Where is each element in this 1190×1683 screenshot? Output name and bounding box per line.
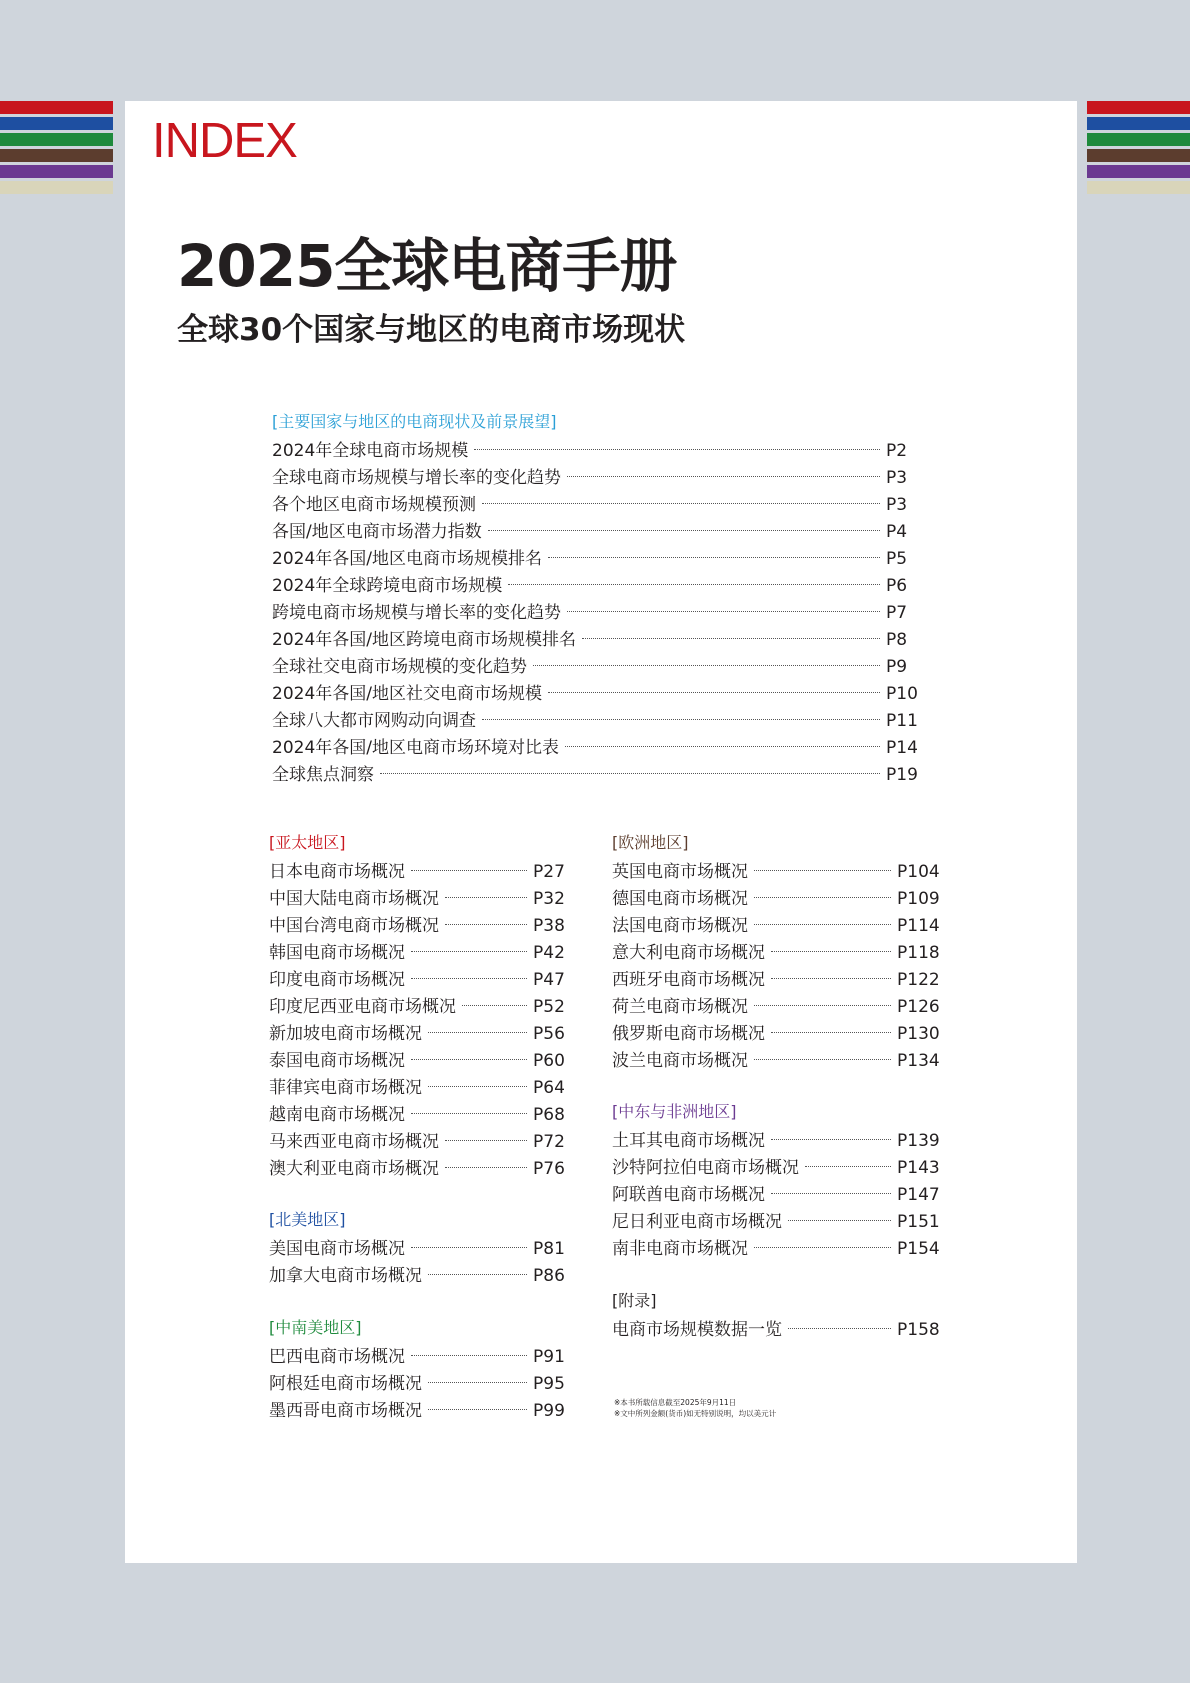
toc-entry-title: 日本电商市场概况: [269, 862, 405, 882]
dot-leader: [548, 692, 880, 693]
toc-entry-page: P114: [897, 916, 940, 936]
section-heading: [附录]: [612, 1291, 657, 1310]
toc-entry-title: 西班牙电商市场概况: [612, 970, 765, 990]
toc-entry-page: P19: [886, 765, 918, 785]
toc-entry[interactable]: [269, 1021, 569, 1048]
footnote: ※本书所载信息截至2025年9月11日: [614, 1398, 737, 1407]
dot-leader: [474, 449, 880, 450]
toc-entry-title: 泰国电商市场概况: [269, 1051, 405, 1071]
toc-entry-title: 中国台湾电商市场概况: [269, 916, 439, 936]
toc-entry-title: 电商市场规模数据一览: [612, 1320, 782, 1340]
toc-entry-title: 南非电商市场概况: [612, 1239, 748, 1259]
page-subtitle: 全球30个国家与地区的电商市场现状: [177, 312, 686, 348]
page: [125, 101, 1077, 1563]
toc-entry-page: P86: [533, 1266, 565, 1286]
dot-leader: [411, 1247, 527, 1248]
toc-entry[interactable]: [272, 762, 922, 789]
toc-entry[interactable]: [269, 1129, 569, 1156]
dot-leader: [771, 978, 891, 979]
toc-entry-title: 印度电商市场概况: [269, 970, 405, 990]
toc-entry-title: 法国电商市场概况: [612, 916, 748, 936]
dot-leader: [411, 951, 527, 952]
toc-entry[interactable]: [269, 1263, 569, 1290]
toc-entry-title: 2024年全球电商市场规模: [272, 441, 469, 461]
dot-leader: [482, 503, 880, 504]
stripe: [0, 181, 113, 194]
toc-entry[interactable]: [272, 627, 922, 654]
toc-entry-title: 阿联酋电商市场概况: [612, 1185, 765, 1205]
toc-entry-page: P14: [886, 738, 918, 758]
toc-entry-title: 全球八大都市网购动向调查: [272, 711, 476, 731]
toc-entry[interactable]: [272, 600, 922, 627]
toc-section-appendix: [612, 1290, 944, 1344]
dot-leader: [771, 1139, 891, 1140]
toc-entry[interactable]: [269, 1048, 569, 1075]
page-title: 2025全球电商手册: [177, 232, 677, 300]
toc-entry-page: P151: [897, 1212, 940, 1232]
stripe: [0, 133, 113, 146]
toc-entry-title: 荷兰电商市场概况: [612, 997, 748, 1017]
toc-entry-title: 澳大利亚电商市场概况: [269, 1159, 439, 1179]
toc-entry[interactable]: [269, 1156, 569, 1183]
toc-entry[interactable]: [272, 573, 922, 600]
toc-entry[interactable]: [612, 1182, 944, 1209]
dot-leader: [411, 1113, 527, 1114]
toc-entry-page: P81: [533, 1239, 565, 1259]
section-heading: [欧洲地区]: [612, 833, 689, 852]
toc-section-mideast-africa: [612, 1101, 944, 1263]
toc-entry-title: 英国电商市场概况: [612, 862, 748, 882]
toc-entry-page: P143: [897, 1158, 940, 1178]
dot-leader: [788, 1220, 891, 1221]
toc-entry-page: P109: [897, 889, 940, 909]
dot-leader: [462, 1005, 527, 1006]
toc-entry[interactable]: [612, 1155, 944, 1182]
stripe: [1087, 149, 1190, 162]
dot-leader: [482, 719, 880, 720]
toc-entry-page: P4: [886, 522, 908, 542]
stripe: [1087, 101, 1190, 114]
toc-entry[interactable]: [269, 859, 569, 886]
toc-entry-page: P68: [533, 1105, 565, 1125]
toc-entry[interactable]: [612, 1317, 944, 1344]
toc-entry-title: 沙特阿拉伯电商市场概况: [612, 1158, 799, 1178]
toc-entry[interactable]: [272, 519, 922, 546]
toc-entry-title: 2024年全球跨境电商市场规模: [272, 576, 503, 596]
toc-entry[interactable]: [272, 465, 922, 492]
dot-leader: [428, 1032, 527, 1033]
toc-entry[interactable]: [612, 1048, 944, 1075]
toc-entry-title: 2024年各国/地区社交电商市场规模: [272, 684, 542, 704]
dot-leader: [428, 1086, 527, 1087]
toc-entry-title: 意大利电商市场概况: [612, 943, 765, 963]
toc-entry-page: P76: [533, 1159, 565, 1179]
toc-entry[interactable]: [269, 940, 569, 967]
dot-leader: [771, 951, 891, 952]
dot-leader: [411, 870, 527, 871]
stripe: [0, 101, 113, 114]
section-heading: [亚太地区]: [269, 833, 346, 852]
dot-leader: [428, 1409, 527, 1410]
toc-entry-title: 尼日利亚电商市场概况: [612, 1212, 782, 1232]
stripe: [0, 165, 113, 178]
dot-leader: [565, 746, 880, 747]
dot-leader: [805, 1166, 891, 1167]
section-heading: [北美地区]: [269, 1210, 346, 1229]
footnotes: [614, 1397, 776, 1419]
toc-entry-title: 2024年各国/地区电商市场环境对比表: [272, 738, 559, 758]
toc-entry-page: P10: [886, 684, 918, 704]
toc-section-latin-america: [269, 1317, 569, 1425]
toc-entry[interactable]: [272, 654, 922, 681]
toc-entry-title: 2024年各国/地区跨境电商市场规模排名: [272, 630, 576, 650]
toc-entry[interactable]: [269, 1371, 569, 1398]
toc-entry-title: 各国/地区电商市场潜力指数: [272, 522, 482, 542]
toc-entry-page: P139: [897, 1131, 940, 1151]
toc-entry-title: 全球社交电商市场规模的变化趋势: [272, 657, 527, 677]
toc-entry-title: 俄罗斯电商市场概况: [612, 1024, 765, 1044]
toc-entry[interactable]: [612, 859, 944, 886]
stripe: [1087, 133, 1190, 146]
toc-entry-title: 新加坡电商市场概况: [269, 1024, 422, 1044]
toc-entry-page: P126: [897, 997, 940, 1017]
dot-leader: [428, 1382, 527, 1383]
dot-leader: [411, 1059, 527, 1060]
toc-entry[interactable]: [272, 735, 922, 762]
dot-leader: [548, 557, 880, 558]
toc-entry-title: 阿根廷电商市场概况: [269, 1374, 422, 1394]
toc-entry-page: P3: [886, 468, 908, 488]
dot-leader: [771, 1032, 891, 1033]
toc-entry-title: 土耳其电商市场概况: [612, 1131, 765, 1151]
toc-entry-page: P9: [886, 657, 908, 677]
toc-entry-page: P122: [897, 970, 940, 990]
toc-entry-title: 跨境电商市场规模与增长率的变化趋势: [272, 603, 561, 623]
section-heading: [中东与非洲地区]: [612, 1102, 737, 1121]
dot-leader: [445, 1140, 527, 1141]
toc-entry[interactable]: [612, 940, 944, 967]
toc-entry[interactable]: [269, 1102, 569, 1129]
toc-entry[interactable]: [269, 913, 569, 940]
toc-entry-page: P154: [897, 1239, 940, 1259]
dot-leader: [508, 584, 880, 585]
toc-entry-page: P11: [886, 711, 918, 731]
toc-entry[interactable]: [269, 1398, 569, 1425]
dot-leader: [380, 773, 880, 774]
toc-entry-page: P47: [533, 970, 565, 990]
toc-entry-title: 墨西哥电商市场概况: [269, 1401, 422, 1421]
toc-entry-page: P104: [897, 862, 940, 882]
toc-entry-page: P8: [886, 630, 908, 650]
toc-entry[interactable]: [272, 708, 922, 735]
toc-entry-title: 德国电商市场概况: [612, 889, 748, 909]
toc-entry[interactable]: [612, 1209, 944, 1236]
toc-section-europe: [612, 832, 944, 1075]
toc-entry-page: P6: [886, 576, 908, 596]
toc-entry-title: 美国电商市场概况: [269, 1239, 405, 1259]
toc-entry-title: 印度尼西亚电商市场概况: [269, 997, 456, 1017]
toc-entry-page: P64: [533, 1078, 565, 1098]
section-heading: [中南美地区]: [269, 1318, 362, 1337]
toc-entry-title: 越南电商市场概况: [269, 1105, 405, 1125]
toc-entry-page: P99: [533, 1401, 565, 1421]
dot-leader: [754, 1059, 891, 1060]
toc-entry[interactable]: [269, 1344, 569, 1371]
toc-entry[interactable]: [272, 438, 922, 465]
toc-entry-page: P5: [886, 549, 908, 569]
toc-entry-title: 巴西电商市场概况: [269, 1347, 405, 1367]
toc-entry-title: 2024年各国/地区电商市场规模排名: [272, 549, 542, 569]
dot-leader: [428, 1274, 527, 1275]
right-color-stripes: [1087, 101, 1190, 197]
toc-entry-page: P38: [533, 916, 565, 936]
toc-entry-title: 全球电商市场规模与增长率的变化趋势: [272, 468, 561, 488]
toc-entry[interactable]: [272, 681, 922, 708]
toc-entry[interactable]: [612, 994, 944, 1021]
footnote: ※文中所列金额(货币)如无特别说明，均以美元计: [614, 1409, 777, 1418]
toc-entry-page: P118: [897, 943, 940, 963]
toc-entry[interactable]: [612, 1236, 944, 1263]
toc-entry-page: P72: [533, 1132, 565, 1152]
toc-entry-page: P3: [886, 495, 908, 515]
stripe: [0, 117, 113, 130]
dot-leader: [567, 611, 880, 612]
toc-entry[interactable]: [269, 994, 569, 1021]
toc-entry-page: P134: [897, 1051, 940, 1071]
toc-entry[interactable]: [269, 886, 569, 913]
toc-entry[interactable]: [269, 967, 569, 994]
stripe: [0, 149, 113, 162]
toc-entry-page: P130: [897, 1024, 940, 1044]
toc-entry-title: 加拿大电商市场概况: [269, 1266, 422, 1286]
toc-entry[interactable]: [612, 1128, 944, 1155]
toc-entry-title: 马来西亚电商市场概况: [269, 1132, 439, 1152]
toc-entry[interactable]: [269, 1236, 569, 1263]
stripe: [1087, 165, 1190, 178]
toc-entry[interactable]: [612, 967, 944, 994]
toc-entry-title: 韩国电商市场概况: [269, 943, 405, 963]
dot-leader: [771, 1193, 891, 1194]
toc-entry-page: P147: [897, 1185, 940, 1205]
toc-entry-page: P158: [897, 1320, 940, 1340]
toc-entry-title: 各个地区电商市场规模预测: [272, 495, 476, 515]
dot-leader: [445, 897, 527, 898]
toc-entry-title: 波兰电商市场概况: [612, 1051, 748, 1071]
toc-section-north-america: [269, 1209, 569, 1290]
dot-leader: [533, 665, 880, 666]
toc-entry[interactable]: [612, 886, 944, 913]
stripe: [1087, 117, 1190, 130]
dot-leader: [754, 870, 891, 871]
dot-leader: [754, 1005, 891, 1006]
section-heading: [主要国家与地区的电商现状及前景展望]: [272, 412, 557, 431]
toc-entry-page: P42: [533, 943, 565, 963]
toc-entry-page: P2: [886, 441, 908, 461]
left-color-stripes: [0, 101, 113, 197]
toc-section-asia: [269, 832, 569, 1183]
dot-leader: [411, 978, 527, 979]
dot-leader: [488, 530, 880, 531]
toc-entry-page: P27: [533, 862, 565, 882]
toc-entry-page: P95: [533, 1374, 565, 1394]
dot-leader: [788, 1328, 891, 1329]
toc-entry-page: P56: [533, 1024, 565, 1044]
dot-leader: [445, 1167, 527, 1168]
toc-entry-page: P52: [533, 997, 565, 1017]
dot-leader: [754, 924, 891, 925]
dot-leader: [754, 1247, 891, 1248]
toc-section-main: [272, 411, 922, 789]
stripe: [1087, 181, 1190, 194]
toc-entry[interactable]: [612, 1021, 944, 1048]
index-label: INDEX: [152, 114, 297, 168]
toc-entry-title: 全球焦点洞察: [272, 765, 374, 785]
toc-entry-page: P60: [533, 1051, 565, 1071]
toc-entry[interactable]: [272, 492, 922, 519]
toc-entry-title: 中国大陆电商市场概况: [269, 889, 439, 909]
dot-leader: [411, 1355, 527, 1356]
toc-entry[interactable]: [272, 546, 922, 573]
dot-leader: [567, 476, 880, 477]
toc-entry-title: 菲律宾电商市场概况: [269, 1078, 422, 1098]
toc-entry[interactable]: [269, 1075, 569, 1102]
toc-entry-page: P91: [533, 1347, 565, 1367]
dot-leader: [582, 638, 880, 639]
dot-leader: [754, 897, 891, 898]
toc-entry-page: P7: [886, 603, 908, 623]
dot-leader: [445, 924, 527, 925]
toc-entry-page: P32: [533, 889, 565, 909]
toc-entry[interactable]: [612, 913, 944, 940]
